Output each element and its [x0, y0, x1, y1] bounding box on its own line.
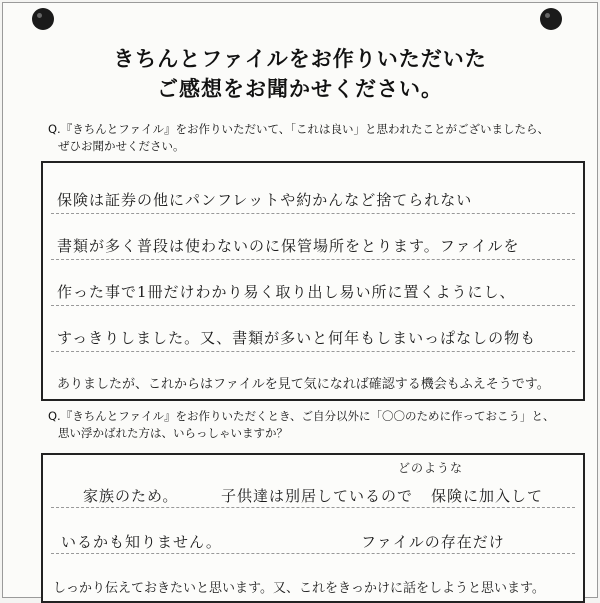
answer-box-1	[41, 161, 585, 401]
ruled-line	[51, 553, 575, 554]
pushpin-icon	[540, 8, 562, 30]
answer-1-line-4: すっきりしました。又、書類が多いと何年もしまいっぱなしの物も	[57, 329, 537, 347]
answer-2-line-2a: いるかも知りません。	[61, 533, 222, 551]
page-title-line-1: きちんとファイルをお作りいただいた	[113, 47, 487, 71]
answer-2-insertion: どのような	[398, 461, 464, 475]
answer-1-line-1: 保険は証券の他にパンフレットや約かんなど捨てられない	[57, 191, 473, 209]
answer-2-line-3: しっかり伝えておきたいと思います。又、これをきっかけに話をしようと思います。	[53, 581, 545, 596]
answer-box-2	[41, 453, 585, 603]
question-1-line-2: ぜひお聞かせください。	[58, 139, 185, 153]
question-2-line-2: 思い浮かばれた方は、いらっしゃいますか？	[58, 426, 288, 440]
question-1-line-1: Q.『きちんとファイル』をお作りいただいて、「これは良い」と思われたことがございましたら、	[48, 122, 549, 136]
ruled-line	[51, 213, 575, 214]
answer-1-line-5: ありましたが、これからはファイルを見て気になれば確認する機会もふえそうです。	[57, 377, 550, 392]
answer-2-line-2b: ファイルの存在だけ	[361, 533, 505, 551]
pushpin-icon	[32, 8, 54, 30]
question-2-line-1: Q.『きちんとファイル』をお作りいただくとき、ご自分以外に「〇〇のために作っておこう」と、	[48, 409, 555, 423]
ruled-line	[51, 259, 575, 260]
page-title-line-2: ご感想をお聞かせください。	[157, 77, 443, 101]
answer-2-line-1a: 家族のため。	[83, 487, 179, 505]
question-1	[48, 121, 568, 155]
answer-2-line-1b: 子供達は別居しているので	[221, 487, 414, 505]
answer-1-line-2: 書類が多く普段は使わないのに保管場所をとります。ファイルを	[57, 237, 520, 255]
ruled-line	[51, 351, 575, 352]
question-2	[48, 408, 568, 442]
ruled-line	[51, 507, 575, 508]
answer-1-line-3: 作った事で1冊だけわかり易く取り出し易い所に置くようにし、	[57, 283, 516, 301]
survey-sheet	[2, 2, 598, 598]
ruled-line	[51, 305, 575, 306]
answer-2-line-1c: 保険に加入して	[431, 487, 544, 505]
